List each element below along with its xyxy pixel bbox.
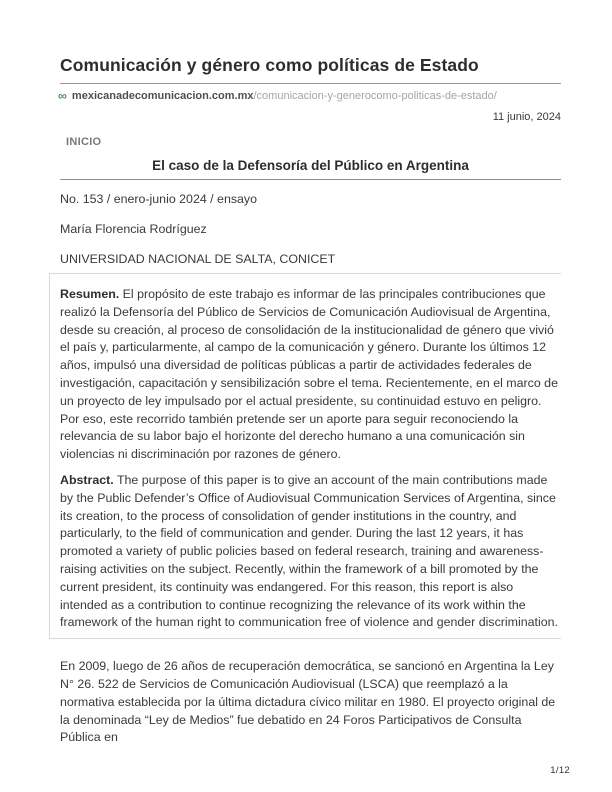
abstract-block [49,273,561,639]
subtitle-divider [60,179,561,180]
link-icon: ∞ [58,89,67,103]
issue-info: No. 153 / enero-junio 2024 / ensayo [60,192,258,206]
abstract-label: Abstract. [60,472,114,487]
resumen-paragraph [60,286,561,464]
content-column [60,0,561,747]
breadcrumb-inicio: INICIO [66,136,102,148]
page-title: Comunicación y género como políticas de Estado [60,55,479,75]
author-affiliation: UNIVERSIDAD NACIONAL DE SALTA, CONICET [60,252,336,266]
page-number: 1/12 [550,765,570,776]
abstract-paragraph [60,472,561,632]
source-url-link[interactable] [58,89,561,103]
resumen-text: El propósito de este trabajo es informar de las principales contribuciones que realizó la Defensoría del Público de Servicios de Comunicación Audiovisual de Argentina, desde su creación, al proceso de consolidación de la institucionalidad de género que vivió el país y, particularmente, al campo de la comunicación y género. Durante los últimos 12 años, impulsó una diversidad de políticas públicas a partir de actividades federales de investigación, capacitación y sensibilización sobre el tema. Recientemente, en el marco de un proyecto de ley impulsado por el actual presidente, su continuidad estuvo en peligro. Por eso, este recorrido también pretende ser un aporte para seguir reconociendo la relevancia de su labor bajo el horizonte del derecho humano a una comunicación sin violencias ni discriminación por razones de género. [60,287,558,462]
article-subtitle: El caso de la Defensoría del Público en Argentina [152,158,469,173]
source-domain: mexicanadecomunicacion.com.mx [71,90,254,102]
source-path: /comunicacion-y-generocomo-politicas-de-estado/ [253,90,497,102]
author-name: María Florencia Rodríguez [60,222,207,236]
body-paragraph: En 2009, luego de 26 años de recuperación democrática, se sancionó en Argentina la Ley N° 26. 522 de Servicios de Comunicación Audiovisual (LSCA) que reemplazó a la normativa establecida por la última dictadura cívico militar en 1980. El proyecto original de la denominada “Ley de Medios” fue debatido en 24 Foros Participativos de Consulta Pública en [60,659,556,745]
publish-date: 11 junio, 2024 [492,111,561,123]
abstract-text: The purpose of this paper is to give an account of the main contributions made by the Public Defender’s Office of Audiovisual Communication Services of Argentina, since its creation, to the process of consolidation of gender institutions in the country, and particularly, to the field of communication and gender. During the last 12 years, it has promoted a variety of public policies based on federal research, training and awareness-raising activities on the subject. Recently, within the framework of a bill promoted by the current president, its continuity was endangered. For this reason, this report is also intended as a contribution to continue recognizing the relevance of its work within the framework of the human right to communication free of violence and gender discrimination. [60,472,558,630]
title-divider [60,83,561,84]
resumen-label: Resumen. [60,287,120,301]
